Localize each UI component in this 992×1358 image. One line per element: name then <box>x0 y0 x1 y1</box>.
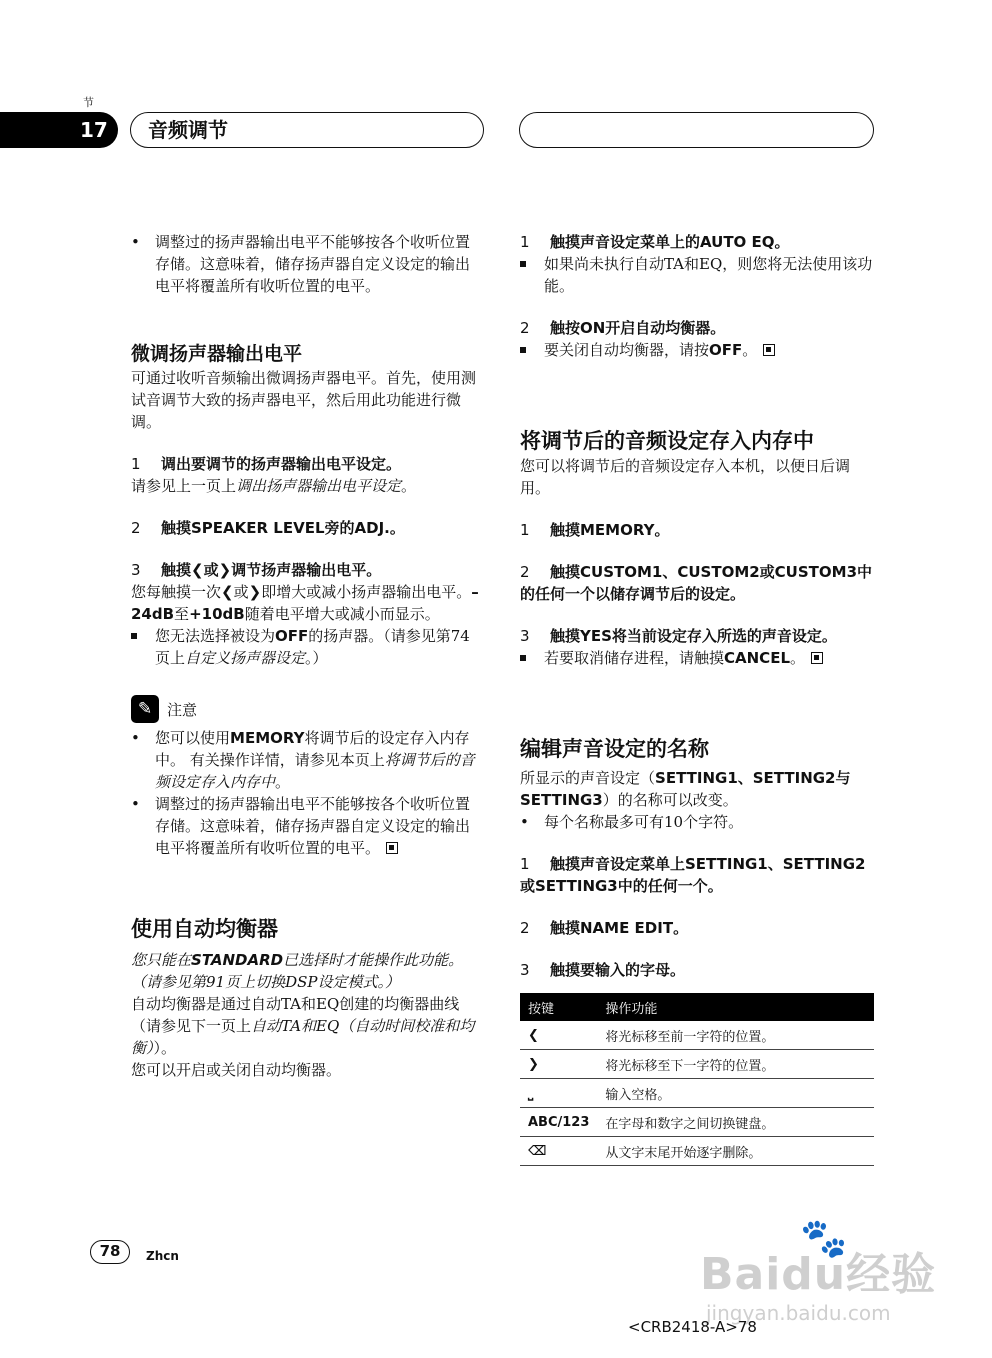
key-function-table <box>520 993 874 1166</box>
key-abc-123: ABC/123 <box>520 1108 597 1137</box>
fine-tune-heading: 微调扬声器输出电平 <box>131 343 303 365</box>
page-number-badge <box>90 1240 130 1264</box>
chevron-right-icon: ❯ <box>218 561 232 579</box>
document-code: <CRB2418-A>78 <box>628 1318 757 1336</box>
auto-eq-heading: 使用自动均衡器 <box>131 917 278 941</box>
end-mark-icon <box>386 842 398 854</box>
memory-heading: 将调节后的音频设定存入内存中 <box>520 429 814 453</box>
key-space-icon: ⎵ <box>520 1079 597 1108</box>
note-bullet-1: • 您可以使用MEMORY将调节后的设定存入内存中。 有关操作详情，请参见本页上将调节后的音频设定存入内存中。 <box>131 729 475 791</box>
key-backspace-icon: ⌫ <box>520 1137 597 1166</box>
left-column <box>131 231 483 1081</box>
key-cursor-left-icon: ❮ <box>520 1021 597 1050</box>
section-number: 17 <box>80 118 108 142</box>
memory-step-1: 1 触摸MEMORY。 <box>520 521 670 539</box>
pencil-note-icon: ✎ <box>131 695 159 723</box>
top-bullet: • 调整过的扬声器输出电平不能够按各个收听位置存储。这意味着，储存扬声器自定义设定的输出电平将覆盖所有收听位置的电平。 <box>131 233 471 295</box>
section-title: 音频调节 <box>148 118 228 142</box>
step-1-body: 请参见上一页上调出扬声器输出电平设定。 <box>131 477 417 495</box>
step-1: 1 调出要调节的扬声器输出电平设定。 <box>131 455 402 473</box>
step-3-note: 您无法选择被设为OFF的扬声器。（请参见第74页上自定义扬声器设定。） <box>131 625 483 669</box>
table-cell: 将光标移至下一字符的位置。 <box>597 1050 874 1079</box>
auto-eq-body: 自动均衡器是通过自动TA和EQ创建的均衡器曲线（请参见下一页上自动TA和EQ（自动时间校准和均衡））。 <box>131 995 475 1057</box>
name-edit-heading: 编辑声音设定的名称 <box>520 737 709 761</box>
name-edit-intro: 所显示的声音设定（SETTING1、SETTING2与SETTING3）的名称可以改变。 <box>520 769 851 809</box>
memory-step-3-note: 若要取消储存进程，请触摸CANCEL。 <box>520 647 874 669</box>
end-mark-icon <box>811 652 823 664</box>
table-row <box>520 1079 874 1108</box>
auto-step-2-note: 要关闭自动均衡器，请按OFF。 <box>520 339 874 361</box>
name-step-1: 1 触摸声音设定菜单上SETTING1、SETTING2或SETTING3中的任何一个。 <box>520 855 866 895</box>
table-cell: 从文字末尾开始逐字删除。 <box>597 1137 874 1166</box>
end-mark-icon <box>763 344 775 356</box>
name-step-2: 2 触摸NAME EDIT。 <box>520 919 689 937</box>
name-edit-bullet: • 每个名称最多可有10个字符。 <box>520 813 744 831</box>
table-row <box>520 1050 874 1079</box>
section-label: 节 <box>83 96 94 109</box>
table-cell: 将光标移至前一字符的位置。 <box>597 1021 874 1050</box>
header-right-box <box>519 112 874 148</box>
chevron-left-icon: ❮ <box>221 583 234 601</box>
table-row <box>520 1108 874 1137</box>
table-row <box>520 1137 874 1166</box>
key-cursor-right-icon: ❯ <box>520 1050 597 1079</box>
right-column <box>520 231 874 1166</box>
page-number: 78 <box>99 1242 121 1260</box>
auto-eq-italic-note: 您只能在STANDARD已选择时才能操作此功能。 （请参见第91页上切换DSP设定模式。） <box>131 951 464 991</box>
table-header-function: 操作功能 <box>597 993 874 1021</box>
paw-icon: 🐾 <box>800 1216 848 1260</box>
memory-step-3: 3 触摸YES将当前设定存入所选的声音设定。 <box>520 627 837 645</box>
table-cell: 在字母和数字之间切换键盘。 <box>597 1108 874 1137</box>
language-code: Zhcn <box>146 1249 179 1263</box>
auto-step-1: 1 触摸声音设定菜单上的AUTO EQ。 <box>520 233 790 251</box>
auto-step-1-note: 如果尚未执行自动TA和EQ，则您将无法使用该功能。 <box>520 253 874 297</box>
memory-intro: 您可以将调节后的音频设定存入本机，以便日后调用。 <box>520 457 851 497</box>
memory-step-2: 2 触摸CUSTOM1、CUSTOM2或CUSTOM3中的任何一个以储存调节后的设定。 <box>520 563 873 603</box>
note-header: ✎ 注意 <box>131 695 483 723</box>
table-header-row <box>520 993 874 1021</box>
fine-tune-intro: 可通过收听音频输出微调扬声器电平。首先，使用测试音调节大致的扬声器电平，然后用此功能进行微调。 <box>131 369 477 431</box>
chevron-right-icon: ❯ <box>248 583 262 601</box>
note-bullet-2: • 调整过的扬声器输出电平不能够按各个收听位置存储。这意味着，储存扬声器自定义设定的输出电平将覆盖所有收听位置的电平。 <box>131 795 471 857</box>
step-3: 3 触摸❮或❯调节扬声器输出电平。 <box>131 561 382 579</box>
watermark-logo: 🐾 Baidu经验 jingyan.baidu.com <box>700 1216 937 1325</box>
chevron-left-icon: ❮ <box>191 561 204 579</box>
auto-eq-body-2: 您可以开启或关闭自动均衡器。 <box>131 1061 342 1079</box>
table-header-key: 按键 <box>520 993 597 1021</box>
auto-step-2: 2 触按ON开启自动均衡器。 <box>520 319 726 337</box>
step-2: 2 触摸SPEAKER LEVEL旁的ADJ.。 <box>131 519 405 537</box>
step-3-body: 您每触摸一次❮或❯即增大或减小扬声器输出电平。–24dB至+10dB随着电平增大或减小而显示。 <box>131 583 479 623</box>
table-row <box>520 1021 874 1050</box>
name-step-3: 3 触摸要输入的字母。 <box>520 961 686 979</box>
table-cell: 输入空格。 <box>597 1079 874 1108</box>
